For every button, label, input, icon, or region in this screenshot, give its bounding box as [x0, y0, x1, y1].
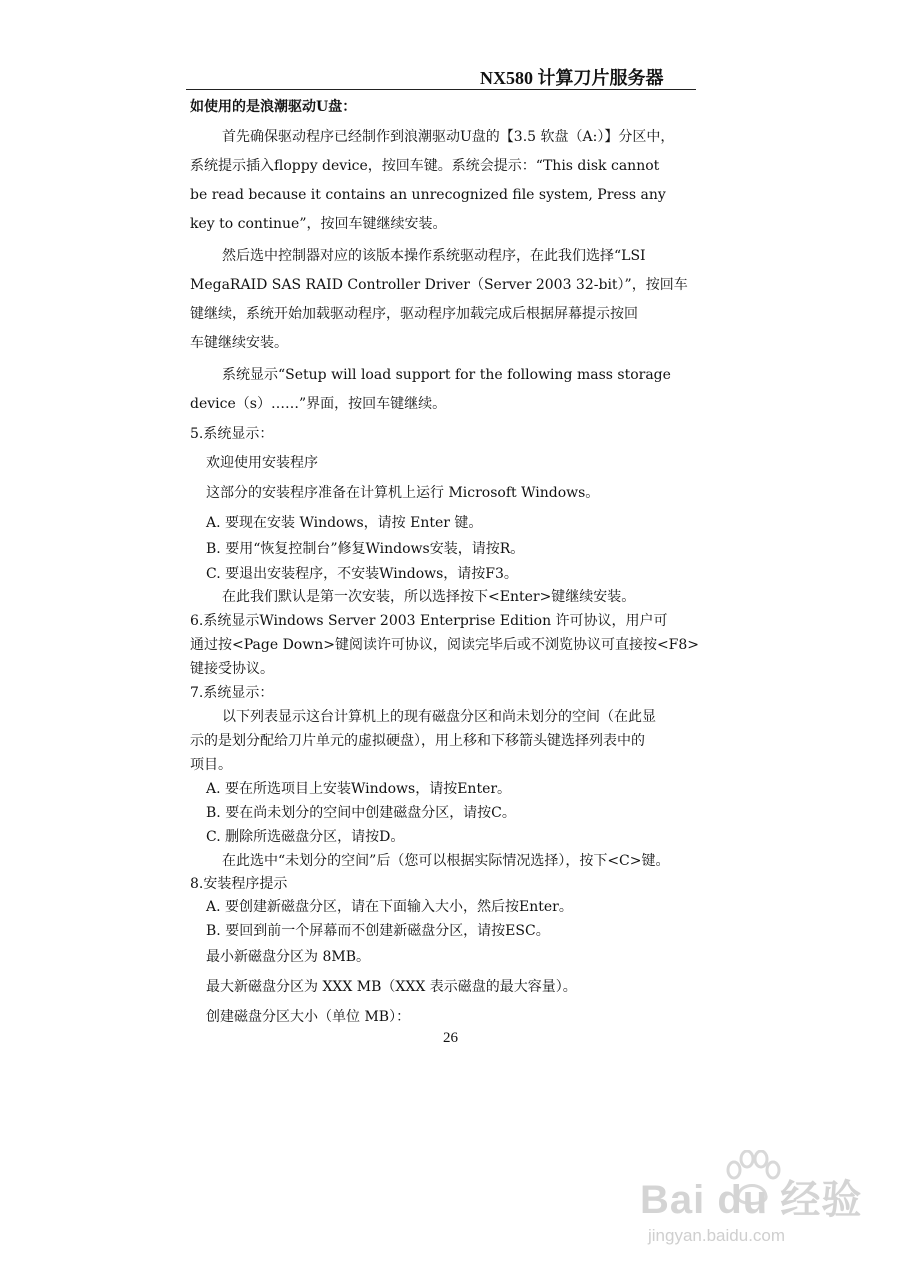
para-line: 在此我们默认是第一次安装，所以选择按下<Enter>键继续安装。	[222, 589, 636, 605]
option-item: B. 要回到前一个屏幕而不创建新磁盘分区，请按ESC。	[206, 923, 550, 939]
running-header: NX580 计算刀片服务器	[480, 68, 664, 88]
para-line: 系统提示插入floppy device，按回车键。系统会提示：“This disk cannot	[190, 158, 660, 174]
para-line: 键接受协议。	[190, 661, 274, 677]
screen-text: 最大新磁盘分区为 XXX MB（XXX 表示磁盘的最大容量）。	[206, 979, 577, 995]
watermark-brand: Bai du 经验	[640, 1178, 863, 1222]
option-item: A. 要创建新磁盘分区，请在下面输入大小，然后按Enter。	[206, 899, 573, 915]
para-line: 示的是划分配给刀片单元的虚拟硬盘），用上移和下移箭头键选择列表中的	[190, 733, 645, 749]
step-heading: 8.安装程序提示	[190, 876, 288, 892]
para-line: 然后选中控制器对应的该版本操作系统驱动程序，在此我们选择“LSI	[222, 248, 646, 264]
para-line: MegaRAID SAS RAID Controller Driver（Server 2003 32-bit）”，按回车	[190, 277, 688, 293]
heading-usb-driver: 如使用的是浪潮驱动U盘：	[190, 99, 357, 115]
para-line: be read because it contains an unrecognized file system, Press any	[190, 187, 666, 203]
screen-text: 欢迎使用安装程序	[206, 455, 318, 471]
screen-text: 这部分的安装程序准备在计算机上运行 Microsoft Windows。	[206, 485, 600, 501]
para-line: device（s）……”界面，按回车键继续。	[190, 396, 447, 412]
baidu-watermark	[640, 1150, 880, 1260]
option-item: A. 要现在安装 Windows，请按 Enter 键。	[206, 515, 483, 531]
para-line: 车键继续安装。	[190, 335, 288, 351]
watermark-url: jingyan.baidu.com	[648, 1226, 786, 1245]
para-line: 通过按<Page Down>键阅读许可协议，阅读完毕后或不浏览协议可直接按<F8>	[190, 637, 700, 653]
header-rule	[186, 89, 696, 90]
para-line: key to continue”，按回车键继续安装。	[190, 216, 447, 232]
option-item: A. 要在所选项目上安装Windows，请按Enter。	[206, 781, 512, 797]
option-item: B. 要用“恢复控制台”修复Windows安装，请按R。	[206, 541, 525, 557]
step-heading: 5.系统显示：	[190, 426, 274, 442]
step-heading: 6.系统显示Windows Server 2003 Enterprise Edition 许可协议，用户可	[190, 613, 668, 629]
para-line: 首先确保驱动程序已经制作到浪潮驱动U盘的【3.5 软盘（A:）】分区中，	[222, 129, 675, 145]
para-line: 键继续，系统开始加载驱动程序，驱动程序加载完成后根据屏幕提示按回	[190, 306, 638, 322]
screen-text: 创建磁盘分区大小（单位 MB）：	[206, 1009, 411, 1025]
page-number: 26	[443, 1030, 458, 1046]
para-line: 系统显示“Setup will load support for the following mass storage	[222, 367, 671, 383]
option-item: B. 要在尚未划分的空间中创建磁盘分区，请按C。	[206, 805, 516, 821]
para-line: 项目。	[190, 757, 232, 773]
option-item: C. 要退出安装程序，不安装Windows，请按F3。	[206, 566, 518, 582]
option-item: C. 删除所选磁盘分区，请按D。	[206, 829, 405, 845]
para-line: 在此选中“未划分的空间”后（您可以根据实际情况选择），按下<C>键。	[222, 853, 670, 869]
step-heading: 7.系统显示：	[190, 685, 274, 701]
screen-text: 最小新磁盘分区为 8MB。	[206, 949, 370, 965]
para-line: 以下列表显示这台计算机上的现有磁盘分区和尚未划分的空间（在此显	[222, 709, 656, 725]
